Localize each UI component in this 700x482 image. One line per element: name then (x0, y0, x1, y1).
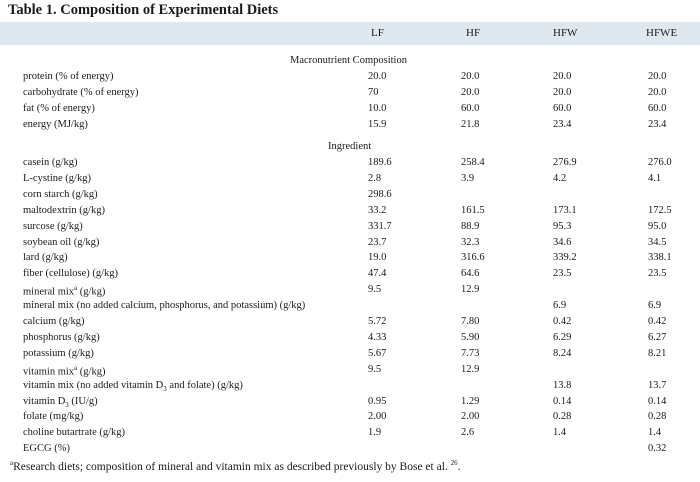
cell-hfw: 0.28 (553, 411, 572, 423)
table-header (0, 22, 700, 45)
cell-hfwe: 0.14 (648, 395, 667, 407)
table-row (0, 427, 700, 443)
cell-lf: 9.5 (368, 363, 382, 375)
cell-lf: 19.0 (368, 252, 387, 264)
cell-hf: 1.29 (461, 395, 480, 407)
cell-hfw: 0.42 (553, 316, 572, 327)
row-label (23, 268, 118, 279)
row-label-text: mineral mix (23, 286, 75, 298)
row-label-text: soybean oil (g/kg) (23, 236, 100, 248)
cell-hfwe: 276.0 (648, 157, 672, 168)
cell-hf: 3.9 (461, 172, 475, 184)
table-row (0, 87, 700, 103)
column-header-hfw: HFW (553, 27, 578, 39)
table-row (0, 364, 700, 380)
cell-hfw: 276.9 (553, 157, 577, 168)
cell-hf: 12.9 (461, 363, 480, 375)
column-header-hf: HF (466, 27, 481, 39)
table-row (0, 268, 700, 284)
row-label-text: EGCG (%) (23, 443, 70, 455)
table-row (0, 252, 700, 268)
cell-hfw: 20.0 (553, 71, 572, 82)
row-label-text: maltodextrin (g/kg) (23, 204, 105, 216)
table-row (0, 189, 700, 205)
row-label-text: vitamin mix (23, 366, 75, 378)
row-label-unit: and folate) (g/kg) (166, 379, 243, 391)
cell-lf: 47.4 (368, 268, 387, 280)
cell-hf: 88.9 (461, 220, 480, 232)
column-header-hfwe: HFWE (646, 27, 678, 39)
cell-hfwe: 34.5 (648, 236, 667, 248)
table-row (0, 157, 700, 173)
cell-lf: 5.67 (368, 347, 387, 359)
cell-hfwe: 13.7 (648, 379, 667, 391)
cell-hfwe: 0.28 (648, 411, 667, 423)
cell-hf: 316.6 (461, 252, 485, 264)
row-label (23, 71, 113, 82)
section-heading: Macronutrient Composition (290, 55, 407, 66)
cell-hfwe: 8.21 (648, 347, 667, 359)
table-row (0, 173, 700, 189)
cell-lf: 20.0 (368, 71, 387, 82)
cell-hfwe: 20.0 (648, 71, 667, 82)
cell-hfw: 34.6 (553, 236, 572, 248)
table-row (0, 316, 700, 332)
cell-lf: 5.72 (368, 316, 387, 327)
cell-lf: 1.9 (368, 427, 382, 439)
table-row (0, 71, 700, 87)
cell-hfwe: 1.4 (648, 427, 662, 439)
row-label-unit: (IU/g) (68, 395, 98, 407)
cell-hf: 32.3 (461, 236, 480, 248)
row-label-text: carbohydrate (% of energy) (23, 86, 139, 98)
row-label-text: potassium (g/kg) (23, 347, 94, 359)
row-label (23, 237, 99, 248)
row-label (23, 316, 85, 327)
cell-hfw: 1.4 (553, 427, 567, 439)
row-label (23, 380, 243, 393)
cell-hfw: 6.29 (553, 331, 572, 343)
row-label (23, 103, 95, 114)
column-header-lf: LF (371, 27, 384, 39)
cell-hf: 21.8 (461, 118, 480, 130)
cell-hfw: 13.8 (553, 379, 572, 391)
table-row (0, 380, 700, 396)
row-label (23, 443, 70, 454)
row-label-text: lard (g/kg) (23, 252, 68, 264)
cell-lf: 2.00 (368, 411, 387, 423)
cell-hfwe: 4.1 (648, 172, 662, 184)
row-label-text: calcium (g/kg) (23, 316, 85, 327)
cell-lf: 2.8 (368, 172, 382, 184)
row-label (23, 364, 105, 378)
cell-hf: 64.6 (461, 268, 480, 280)
row-label-text: casein (g/kg) (23, 157, 78, 168)
row-label-text: L-cystine (g/kg) (23, 172, 91, 184)
footnote-ref-mark: a (74, 284, 78, 293)
row-label-text: folate (mg/kg) (23, 411, 84, 423)
cell-hfwe: 6.27 (648, 331, 667, 343)
cell-hfw: 6.9 (553, 300, 567, 312)
cell-hfwe: 0.42 (648, 316, 667, 327)
cell-hfw: 0.14 (553, 395, 572, 407)
cell-hfwe: 23.5 (648, 268, 667, 280)
row-label (23, 157, 78, 168)
row-label-text: mineral mix (no added calcium, phosphorus, and potassium) (g/kg) (23, 300, 306, 312)
table-row (0, 332, 700, 348)
table-row (0, 119, 700, 135)
row-label (23, 411, 83, 422)
row-label (23, 87, 139, 98)
row-label-unit: (g/kg) (77, 286, 106, 298)
table-row (0, 237, 700, 253)
cell-hf: 60.0 (461, 102, 480, 114)
footnote-reference: 26 (450, 459, 458, 467)
cell-lf: 15.9 (368, 118, 387, 130)
cell-hfwe: 6.9 (648, 300, 662, 312)
cell-hfwe: 60.0 (648, 102, 667, 114)
cell-hf: 7.80 (461, 316, 480, 327)
row-label-text: surcose (g/kg) (23, 220, 83, 232)
table-row (0, 411, 700, 427)
row-label (23, 221, 83, 232)
cell-lf: 9.5 (368, 284, 382, 296)
row-label-text: energy (MJ/kg) (23, 118, 88, 130)
cell-hf: 2.00 (461, 411, 480, 423)
cell-hfw: 8.24 (553, 347, 572, 359)
row-label-text: choline butartrate (g/kg) (23, 427, 126, 439)
footnote-text: Research diets; composition of mineral and vitamin mix as described previously by Bose et al. (13, 460, 448, 473)
cell-hf: 5.90 (461, 331, 480, 343)
section-heading: Ingredient (328, 141, 372, 152)
table-row (0, 103, 700, 119)
row-label (23, 173, 91, 184)
row-label-text: corn starch (g/kg) (23, 188, 98, 200)
row-label (23, 348, 94, 359)
row-label-text: fat (% of energy) (23, 102, 95, 114)
row-label (23, 332, 100, 343)
cell-lf: 33.2 (368, 204, 387, 216)
table-row (0, 300, 700, 316)
cell-hf: 20.0 (461, 71, 480, 82)
cell-hfw: 173.1 (553, 204, 577, 216)
cell-hfw: 4.2 (553, 172, 567, 184)
table-row (0, 205, 700, 221)
table-row (0, 443, 700, 459)
cell-lf: 4.33 (368, 331, 387, 343)
subscript: 3 (163, 384, 167, 393)
cell-lf: 10.0 (368, 102, 387, 114)
cell-lf: 70 (368, 86, 379, 98)
table-row (0, 396, 700, 412)
cell-hfw: 339.2 (553, 252, 577, 264)
cell-hf: 258.4 (461, 157, 485, 168)
subscript: 3 (65, 400, 69, 409)
cell-hf: 161.5 (461, 204, 485, 216)
table-row (0, 221, 700, 237)
cell-hfwe: 172.5 (648, 204, 672, 216)
row-label-text: vitamin mix (no added vitamin D (23, 379, 164, 391)
row-label (23, 396, 98, 409)
cell-lf: 331.7 (368, 220, 392, 232)
cell-lf: 23.7 (368, 236, 387, 248)
row-label-text: vitamin D (23, 395, 66, 407)
cell-hfw: 95.3 (553, 220, 572, 232)
row-label (23, 189, 98, 200)
cell-hfw: 60.0 (553, 102, 572, 114)
table-title: Table 1. Composition of Experimental Diets (8, 2, 279, 18)
cell-hfw: 20.0 (553, 86, 572, 98)
cell-hfwe: 338.1 (648, 252, 672, 264)
footnote-mark: a (10, 459, 14, 467)
cell-hfwe: 95.0 (648, 220, 667, 232)
row-label-text: phosphorus (g/kg) (23, 331, 100, 343)
table-row (0, 348, 700, 364)
row-label (23, 119, 88, 130)
cell-hfwe: 0.32 (648, 443, 667, 455)
row-label (23, 252, 68, 263)
cell-hf: 2.6 (461, 427, 475, 439)
cell-hf: 20.0 (461, 86, 480, 98)
table-row (0, 284, 700, 300)
row-label (23, 300, 305, 311)
row-label (23, 427, 125, 438)
cell-lf: 0.95 (368, 395, 387, 407)
cell-hf: 12.9 (461, 284, 480, 296)
cell-lf: 298.6 (368, 188, 392, 200)
row-label (23, 205, 105, 216)
footnote-end: . (457, 460, 461, 473)
cell-hfw: 23.4 (553, 118, 572, 130)
table-footnote (10, 459, 461, 473)
row-label-text: fiber (cellulose) (g/kg) (23, 268, 119, 280)
row-label-unit: (g/kg) (77, 366, 106, 378)
cell-hf: 7.73 (461, 347, 480, 359)
cell-hfwe: 23.4 (648, 118, 667, 130)
row-label (23, 284, 105, 298)
cell-hfwe: 20.0 (648, 86, 667, 98)
row-label-text: protein (% of energy) (23, 71, 114, 82)
cell-hfw: 23.5 (553, 268, 572, 280)
cell-lf: 189.6 (368, 157, 392, 168)
footnote-ref-mark: a (74, 363, 78, 372)
